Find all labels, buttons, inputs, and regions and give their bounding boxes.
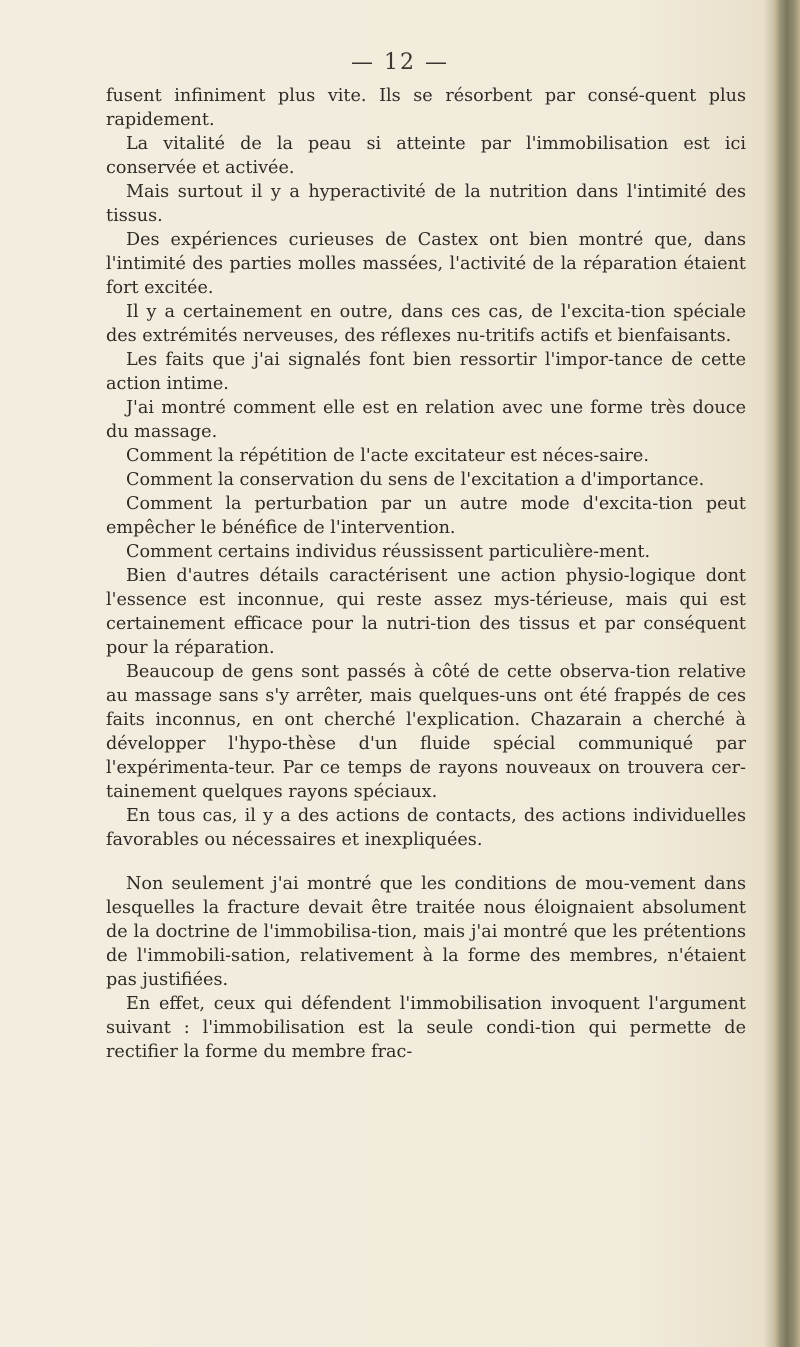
paragraph-5: Il y a certainement en outre, dans ces cas, de l'excita-tion spéciale des extrémités nerveuses, des réflexes nu-tritifs actifs et bienfaisants. bbox=[106, 302, 746, 346]
paragraph-13: Beaucoup de gens sont passés à côté de cette observa-tion relative au massage sans s'y arrêter, mais quelques-uns ont été frappés de ces faits inconnus, en ont cherché l'explication. Chazarain a cherché à développer l'hypo-thèse d'un fluide spécial communiqué par l'expérimenta-teur. Par ce temps de rayons nouveaux on trouvera cer-tainement quelques rayons spéciaux. bbox=[106, 662, 746, 802]
paragraph-14: En tous cas, il y a des actions de contacts, des actions individuelles favorables ou nécessaires et inexpliquées. bbox=[106, 806, 746, 850]
page-number: — 12 — bbox=[351, 50, 449, 75]
paragraph-2: La vitalité de la peau si atteinte par l'immobilisation est ici conservée et activée. bbox=[106, 134, 746, 178]
page-shadow bbox=[764, 0, 774, 1347]
paragraph-10: Comment la perturbation par un autre mode d'excita-tion peut empêcher le bénéfice de l'intervention. bbox=[106, 494, 746, 538]
paragraph-12: Bien d'autres détails caractérisent une action physio-logique dont l'essence est inconnue, qui reste assez mys-térieuse, mais qui est certainement efficace pour la nutri-tion des tissus et par conséquent pour la réparation. bbox=[106, 566, 746, 658]
paragraph-4: Des expériences curieuses de Castex ont bien montré que, dans l'intimité des parties molles massées, l'activité de la réparation étaient fort excitée. bbox=[106, 230, 746, 298]
paragraph-7: J'ai montré comment elle est en relation avec une forme très douce du massage. bbox=[106, 398, 746, 442]
paragraph-11: Comment certains individus réussissent particulière-ment. bbox=[126, 542, 651, 562]
paragraph-9: Comment la conservation du sens de l'excitation a d'importance. bbox=[126, 470, 705, 490]
body-text bbox=[106, 84, 746, 1064]
paragraph-3: Mais surtout il y a hyperactivité de la nutrition dans l'intimité des tissus. bbox=[106, 182, 746, 226]
paragraph-1: fusent infiniment plus vite. Ils se résorbent par consé-quent plus rapidement. bbox=[106, 86, 746, 130]
paragraph-8: Comment la répétition de l'acte excitateur est néces-saire. bbox=[126, 446, 649, 466]
paragraph-6: Les faits que j'ai signalés font bien ressortir l'impor-tance de cette action intime. bbox=[106, 350, 746, 394]
paragraph-15: Non seulement j'ai montré que les conditions de mou-vement dans lesquelles la fracture devait être traitée nous éloignaient absolument de la doctrine de l'immobilisa-tion, mais j'ai montré que les prétentions de l'immobili-sation, relativement à la forme des membres, n'étaient pas justifiées. bbox=[106, 874, 746, 990]
page-edge bbox=[774, 0, 800, 1347]
paragraph-16: En effet, ceux qui défendent l'immobilisation invoquent l'argument suivant : l'immobilisation est la seule condi-tion qui permette de rectifier la forme du membre frac- bbox=[106, 994, 746, 1062]
